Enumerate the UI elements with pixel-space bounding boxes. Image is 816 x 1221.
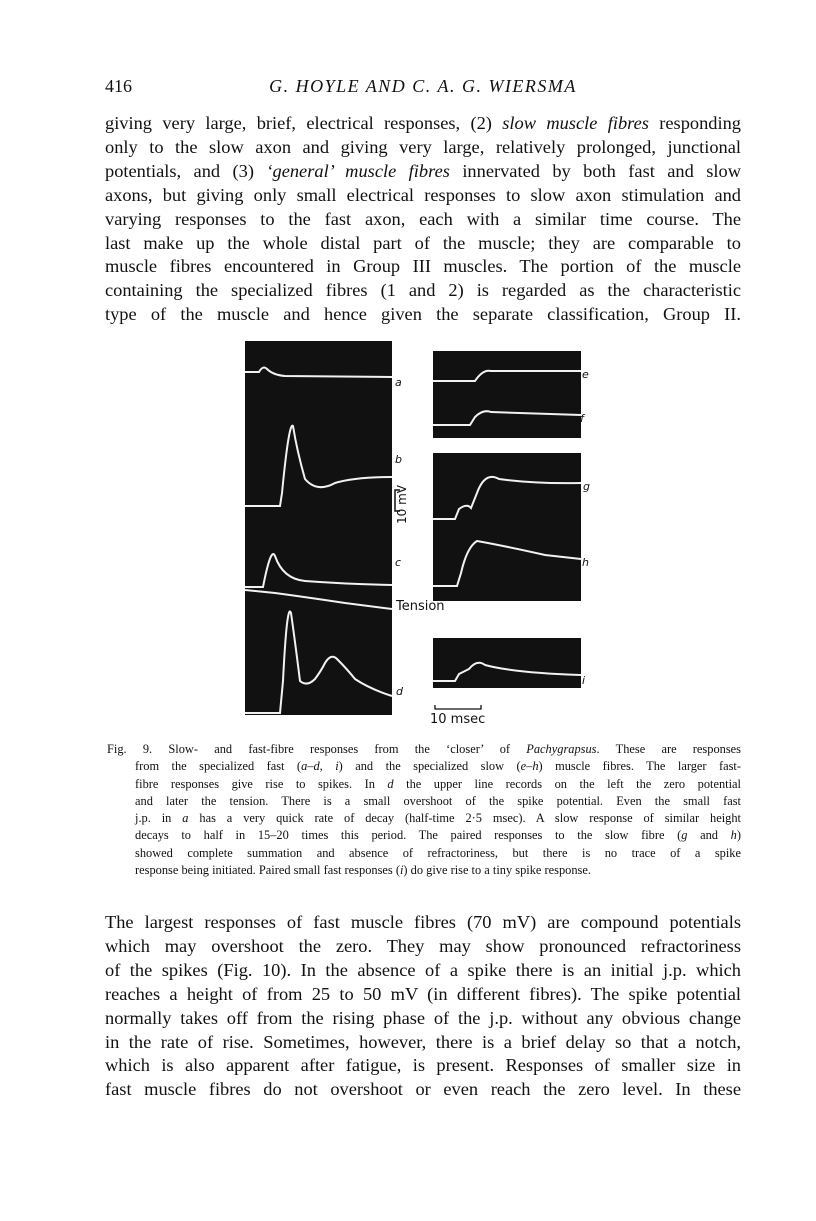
text-segment: last make up the whole distal part of the muscle; they are comparable to	[105, 232, 741, 253]
text-segment: )	[736, 828, 741, 843]
label-tension: Tension	[396, 599, 445, 614]
text-line	[105, 232, 741, 256]
text-line	[105, 136, 741, 160]
label-10msec: 10 msec	[430, 712, 486, 727]
text-segment: type of the muscle and hence given the separate classification, Group II.	[105, 304, 741, 325]
label-a: a	[395, 376, 402, 389]
text-segment: which is also apparent after fatigue, is present. Responses of smaller size in	[105, 1055, 741, 1076]
text-segment: the upper line records on the left the zero potential	[393, 776, 741, 791]
body-paragraph	[105, 911, 741, 1102]
text-line	[105, 303, 741, 327]
caption-line	[107, 862, 741, 879]
oscillogram-traces	[245, 341, 615, 731]
text-segment: varying responses to the fast axon, each with a similar time course. The	[105, 208, 741, 229]
trace-e	[433, 371, 581, 381]
text-segment: Fig. 9. Slow- and fast-fibre responses from the ‘closer’ of	[107, 742, 527, 756]
text-segment: has a very quick rate of decay (half-time 2·5 msec). A slow response of similar height	[188, 811, 741, 826]
text-segment: showed complete summation and absence of refractoriness, but there is no trace of a spike	[135, 845, 741, 860]
text-segment: decays to half in 15–20 times this period. The paired responses to the slow fibre (	[135, 828, 682, 843]
trace-h	[433, 541, 581, 586]
label-f: f	[580, 412, 584, 425]
caption-line	[107, 776, 741, 793]
trace-d	[245, 611, 392, 713]
text-line	[105, 1031, 741, 1055]
text-segment: ) muscle fibres. The larger fast-	[538, 759, 742, 774]
text-line	[105, 255, 741, 279]
text-segment: potentials, and (3)	[105, 160, 267, 181]
text-line	[105, 208, 741, 232]
label-b: b	[395, 453, 402, 466]
page-number: 416	[105, 76, 132, 96]
trace-b	[245, 426, 392, 506]
page-header	[105, 76, 741, 102]
text-line	[105, 112, 741, 136]
italic-segment: d	[387, 776, 394, 791]
text-segment: of the spikes (Fig. 10). In the absence of a spike there is an initial j.p. which	[105, 959, 741, 980]
text-line	[105, 935, 741, 959]
text-line	[105, 1078, 741, 1102]
trace-tension	[245, 590, 392, 609]
trace-g	[433, 477, 581, 519]
text-segment: and	[687, 828, 731, 843]
text-segment: giving very large, brief, electrical responses, (2)	[105, 113, 503, 133]
text-segment: ) do give rise to a tiny spike response.	[403, 863, 591, 878]
text-line	[105, 184, 741, 208]
caption-line	[107, 810, 741, 827]
trace-c	[245, 554, 392, 587]
italic-segment: e–h	[520, 759, 539, 774]
figure-9	[245, 341, 615, 731]
text-segment: fast muscle fibres do not overshoot or even reach the zero level. In these	[105, 1079, 741, 1100]
label-10mv: 10 mV	[395, 485, 409, 524]
text-line	[105, 911, 741, 935]
trace-f	[433, 411, 581, 425]
label-h: h	[582, 556, 589, 569]
trace-a	[245, 368, 392, 377]
text-line	[105, 160, 741, 184]
text-segment: reaches a height of from 25 to 50 mV (in different fibres). The spike potential	[105, 983, 741, 1004]
intro-paragraph	[105, 112, 741, 327]
caption-line	[107, 741, 741, 758]
label-g: g	[583, 480, 590, 493]
text-segment: axons, but giving only small electrical responses to slow axon stimulation and	[105, 184, 741, 205]
label-d: d	[396, 685, 403, 698]
text-segment: j.p. in	[135, 811, 183, 826]
text-line	[105, 983, 741, 1007]
text-segment: The largest responses of fast muscle fibres (70 mV) are compound potentials	[105, 912, 741, 932]
text-segment: . These are responses	[596, 742, 741, 756]
italic-segment: a	[182, 811, 189, 826]
text-segment: from the specialized fast (	[135, 759, 302, 774]
italic-segment: Pachygrapsus	[526, 742, 597, 756]
figure-caption	[107, 741, 741, 879]
caption-line	[107, 758, 741, 775]
caption-line	[107, 827, 741, 844]
text-segment: responding	[648, 113, 741, 133]
text-segment: normally takes off from the rising phase of the j.p. without any obvious change	[105, 1007, 741, 1028]
italic-segment: ‘general’ muscle fibres	[266, 160, 450, 181]
text-segment: muscle fibres encountered in Group III muscles. The portion of the muscle	[105, 256, 741, 277]
text-line	[105, 959, 741, 983]
time-scale-bar	[435, 705, 481, 709]
italic-segment: h	[730, 828, 737, 843]
text-line	[105, 1054, 741, 1078]
text-segment: which may overshoot the zero. They may show pronounced refractoriness	[105, 935, 741, 956]
italic-segment: a–d, i	[301, 759, 339, 774]
italic-segment: g	[681, 828, 688, 843]
label-i: i	[582, 674, 586, 687]
running-head: G. HOYLE AND C. A. G. WIERSMA	[269, 76, 577, 96]
text-segment: in the rate of rise. Sometimes, however, there is a brief delay so that a notch,	[105, 1031, 741, 1052]
text-segment: only to the slow axon and giving very large, relatively prolonged, junctional	[105, 136, 741, 157]
text-segment: ) and the specialized slow (	[338, 759, 521, 774]
caption-line	[107, 793, 741, 810]
italic-segment: slow muscle fibres	[502, 113, 649, 133]
text-segment: response being initiated. Paired small fast responses (	[135, 863, 400, 878]
text-line	[105, 279, 741, 303]
text-segment: containing the specialized fibres (1 and 2) is regarded as the characteristic	[105, 280, 741, 301]
caption-line	[107, 845, 741, 862]
text-line	[105, 1007, 741, 1031]
trace-i	[433, 663, 581, 681]
label-c: c	[395, 556, 402, 569]
text-segment: fibre responses give rise to spikes. In	[135, 776, 388, 791]
label-e: e	[582, 368, 589, 381]
text-segment: and later the tension. There is a small overshoot of the spike potential. Even the small fast	[135, 793, 741, 808]
italic-segment: i	[399, 863, 404, 878]
text-segment: innervated by both fast and slow	[449, 160, 741, 181]
